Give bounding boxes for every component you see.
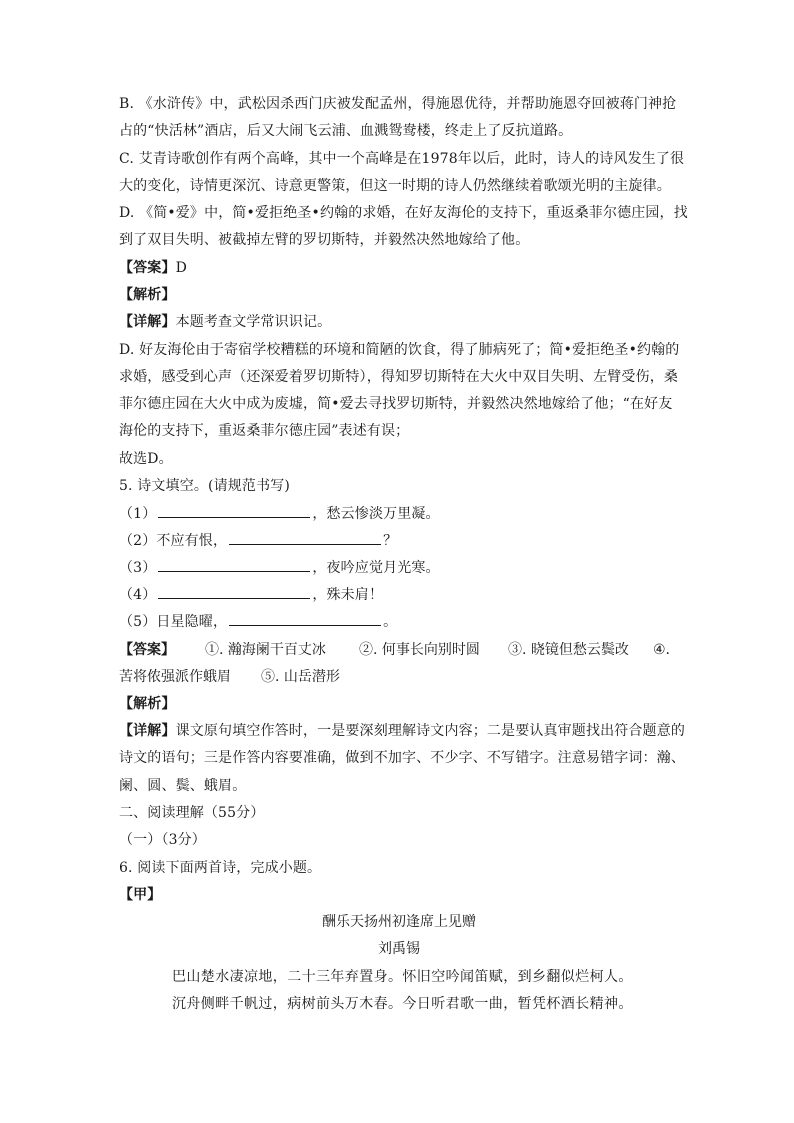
q5-title: 5. 诗文填空。(请规范书写) <box>119 478 290 494</box>
q4-detail <box>119 309 679 336</box>
section-sub: （一）（3分） <box>119 832 206 848</box>
explain-line-4: 海伦的支持下，重返桑菲尔德庄园”表述有误； <box>119 423 410 439</box>
fill-blank <box>229 611 381 626</box>
fill-item-suffix: ，殊未肩！ <box>312 587 384 603</box>
q5-detail-line-3: 阑、圆、鬓、蛾眉。 <box>119 778 247 794</box>
fill-blank <box>158 584 310 599</box>
fill-item-suffix: ，夜吟应觉月光寒。 <box>312 560 440 576</box>
answer-1: ①. 瀚海阑干百丈冰 <box>205 642 326 658</box>
fill-item-prefix: （1） <box>119 506 157 522</box>
answer-3: ③. 晓镜但愁云鬓改 <box>508 642 629 658</box>
fill-item-suffix: 。 <box>383 614 398 630</box>
option-c-line-2: 大的变化，诗情更深沉、诗意更警策，但这一时期的诗人仍然继续着歌颂光明的主旋律。 <box>119 178 671 194</box>
option-d-line-2: 到了双目失明、被截掉左臂的罗切斯特，并毅然决然地嫁给了他。 <box>119 232 530 248</box>
detail-text: 本题考查文学常识识记。 <box>175 314 332 330</box>
fill-item-prefix: （3） <box>119 560 157 576</box>
fill-item-prefix: （2）不应有恨， <box>119 533 228 549</box>
q6-title: 6. 阅读下面两首诗，完成小题。 <box>119 860 322 876</box>
option-c-line-1: C. 艾青诗歌创作有两个高峰，其中一个高峰是在1978年以后，此时，诗人的诗风发生了很 <box>119 151 685 167</box>
answer-value: D <box>175 260 187 276</box>
conclusion: 故选D。 <box>119 451 173 467</box>
fill-item-suffix: ？ <box>383 533 398 549</box>
q4-answer <box>119 255 679 282</box>
fill-blank <box>158 557 310 572</box>
detail-tag: 【详解】 <box>119 314 176 330</box>
explain-line-3: 菲尔德庄园在大火中成为废墟，简•爱去寻找罗切斯特，并毅然决然地嫁给了他；“在好友 <box>119 396 673 412</box>
fill-item-3 <box>119 555 679 582</box>
poem-line-2: 沉舟侧畔千帆过，病树前头万木春。今日听君歌一曲，暂凭杯酒长精神。 <box>172 996 633 1012</box>
q5-detail-line-1 <box>119 718 686 745</box>
fill-blank <box>229 530 381 545</box>
q5-detail-line-2: 诗文的语句；三是作答内容要准确，做到不加字、不少字、不写错字。注意易错字词：瀚、 <box>119 750 685 766</box>
answer-5: ⑤. 山岳潜形 <box>261 669 340 685</box>
poem-line-1: 巴山楚水凄凉地，二十三年弃置身。怀旧空吟闻笛赋，到乡翻似烂柯人。 <box>172 969 633 985</box>
answer-4: 苦将侬强派作蛾眉 <box>119 669 231 685</box>
jia-tag: 【甲】 <box>119 887 162 903</box>
option-d-line-1: D. 《简•爱》中，简•爱拒绝圣•约翰的求婚，在好友海伦的支持下，重返桑菲尔德庄园，找 <box>119 205 688 221</box>
fill-item-2 <box>119 528 679 555</box>
poem-title: 酬乐天扬州初逢席上见赠 <box>322 914 476 930</box>
fill-item-5 <box>119 609 679 636</box>
detail-tag: 【详解】 <box>119 723 176 739</box>
fill-item-suffix: ，愁云惨淡万里凝。 <box>312 506 440 522</box>
explain-line-1: D. 好友海伦由于寄宿学校糟糕的环境和简陋的饮食，得了肺病死了；简•爱拒绝圣•约翰的 <box>119 342 680 358</box>
q4-analysis-tag: 【解析】 <box>119 287 176 303</box>
option-b-line-1: B. 《水浒传》中，武松因杀西门庆被发配孟州，得施恩优待，并帮助施恩夺回被蒋门神抢 <box>119 96 677 112</box>
fill-blank <box>158 503 310 518</box>
q5-analysis-tag: 【解析】 <box>119 696 176 712</box>
detail-text: 课文原句填空作答时，一是要深刻理解诗文内容；二是要认真审题找出符合题意的 <box>175 723 686 739</box>
explain-line-2: 求婚，感受到心声（还深爱着罗切斯特），得知罗切斯特在大火中双目失明、左臂受伤，桑 <box>119 369 678 385</box>
fill-item-1 <box>119 501 679 528</box>
fill-item-prefix: （4） <box>119 587 157 603</box>
answer-tag: 【答案】 <box>119 642 175 658</box>
fill-item-prefix: （5）日星隐曜， <box>119 614 228 630</box>
option-b-line-2: 占的“快活林”酒店，后又大闹飞云浦、血溅鸳鸯楼，终走上了反抗道路。 <box>119 123 573 139</box>
fill-item-4 <box>119 582 679 609</box>
answer-tag: 【答案】 <box>119 260 176 276</box>
answer-2: ②. 何事长向别时圆 <box>359 642 480 658</box>
answer-4-label: ④. <box>653 642 671 658</box>
poem-author: 刘禹锡 <box>378 941 420 957</box>
section-title: 二、阅读理解（55分） <box>119 805 265 821</box>
